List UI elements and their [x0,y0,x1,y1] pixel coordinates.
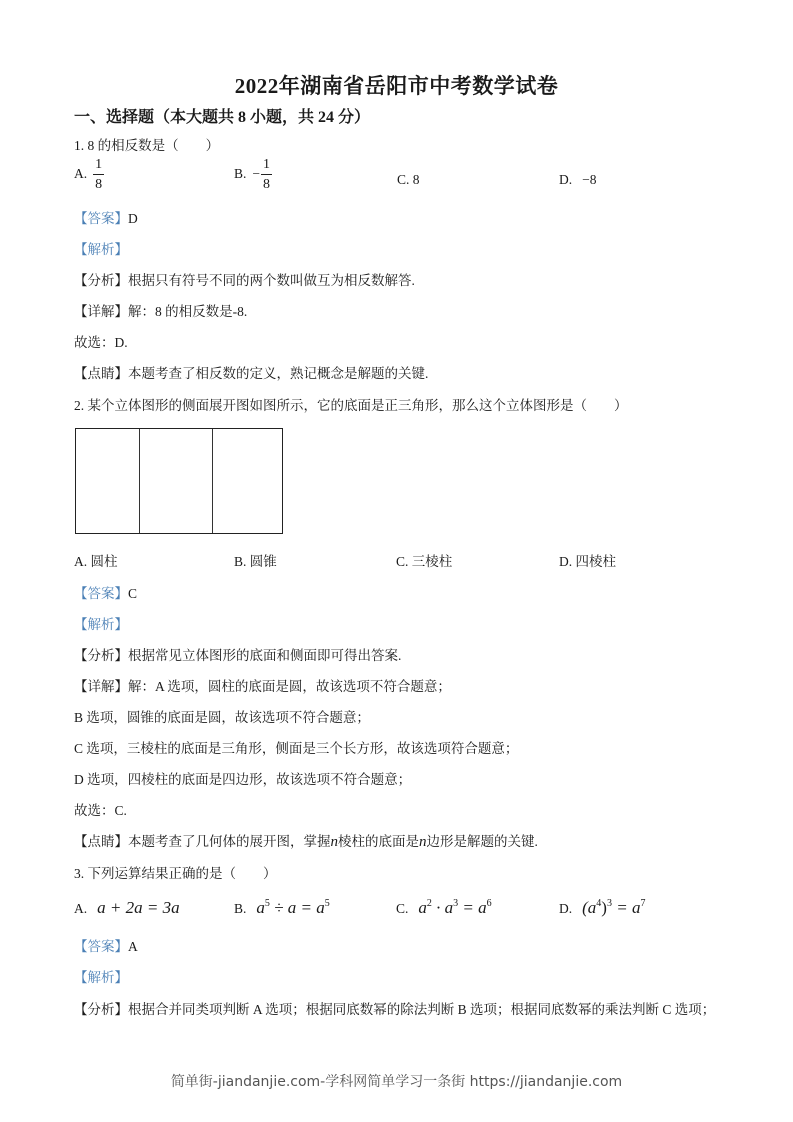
q3-answer: 【答案】A [74,939,138,954]
q3-option-d: D. $(a^4)^3 = a^7$ [559,898,646,917]
q3-option-a: A. a + 2a = 3a [74,898,180,917]
q1-answer: 【答案】D [74,211,138,226]
q3-explanation-line: 【分析】根据合并同类项判断 A 选项；根据同底数幂的除法判断 B 选项；根据同底数幂的乘法判断 C 选项； [74,1002,716,1017]
q2-option-a: A. 圆柱 [74,554,118,569]
footer-watermark: 简单街-jiandanjie.com-学科网简单学习一条街 https://jiandanjie.com [170,1074,623,1090]
q2-explanation-line: 【分析】根据常见立体图形的底面和侧面即可得出答案. [74,648,402,663]
q1-option-a: A. $\frac{1}{8}$ [74,157,103,192]
prism-net-figure [75,428,283,534]
q2-analysis-tag: 【解析】 [74,617,128,632]
q1-explanation-line: 故选：D. [74,335,128,350]
q2-explanation-line: C 选项，三棱柱的底面是三角形，侧面是三个长方形，故该选项符合题意； [74,741,519,756]
q2-explanation-line: 【详解】解：A 选项，圆柱的底面是圆，故该选项不符合题意； [74,679,451,694]
q1-analysis-tag: 【解析】 [74,242,128,257]
question-3-stem: 3. 下列运算结果正确的是（ ） [74,866,277,881]
q1-option-d: D. −8 [559,172,597,187]
q1-explanation-line: 【点睛】本题考查了相反数的定义，熟记概念是解题的关键. [74,366,429,381]
q3-analysis-tag: 【解析】 [74,970,128,985]
q2-explanation-line: B 选项，圆锥的底面是圆，故该选项不符合题意； [74,710,370,725]
section-heading: 一、选择题（本大题共 8 小题，共 24 分） [74,109,371,126]
q2-option-b: B. 圆锥 [234,554,277,569]
fraction: $\frac{1}{8}$ [95,157,103,192]
q1-explanation-line: 【详解】解：8 的相反数是-8. [74,304,248,319]
q2-explanation-line: D 选项，四棱柱的底面是四边形，故该选项不符合题意； [74,772,412,787]
question-1-stem: 1. 8 的相反数是（ ） [74,138,220,153]
q2-answer: 【答案】C [74,586,138,601]
q2-option-c: C. 三棱柱 [396,554,453,569]
q1-explanation-line: 【分析】根据只有符号不同的两个数叫做互为相反数解答. [74,273,415,288]
fraction: $\frac{1}{8}$ [263,157,271,192]
q1-option-b: B. − $\frac{1}{8}$ [234,157,271,192]
q3-option-b: B. $a^5 \div a = a^5$ [234,898,330,917]
q1-option-c: C. 8 [397,172,420,187]
q2-option-d: D. 四棱柱 [559,554,616,569]
question-2-stem: 2. 某个立体图形的侧面展开图如图所示，它的底面是正三角形，那么这个立体图形是（ ） [74,398,628,413]
q2-key-point: 【点睛】本题考查了几何体的展开图，掌握n棱柱的底面是n边形是解题的关键. [74,834,538,850]
figure-divider [139,429,140,533]
q2-explanation-line: 故选：C. [74,803,127,818]
q3-option-c: C. $a^2 \cdot a^3 = a^6$ [396,898,492,917]
page-title: 2022年湖南省岳阳市中考数学试卷 [234,74,559,98]
figure-divider [212,429,213,533]
